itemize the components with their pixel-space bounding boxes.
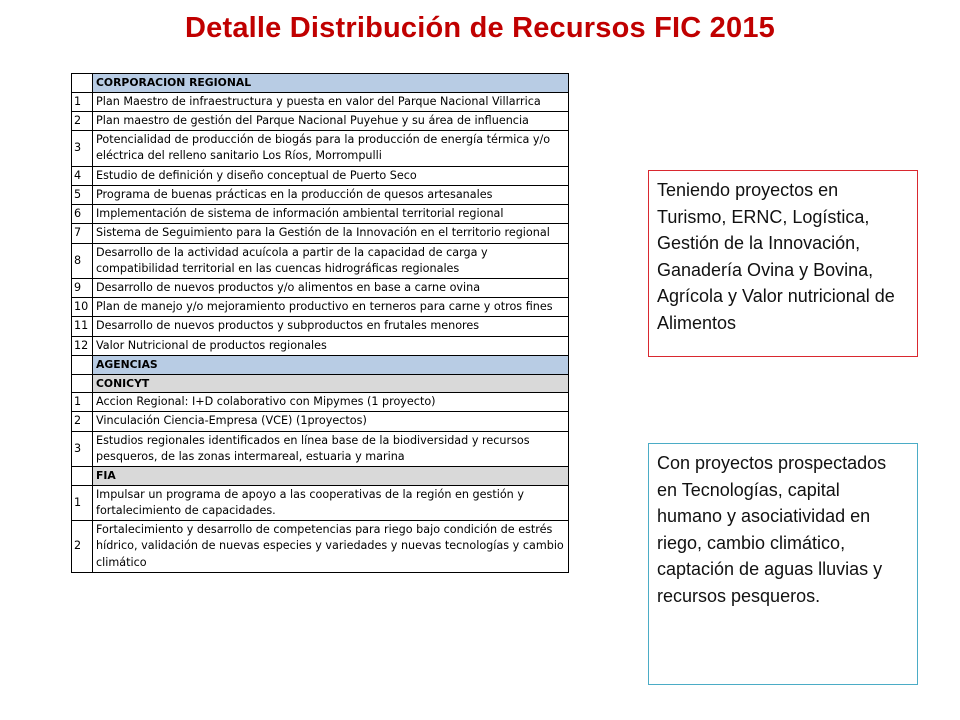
- section-header-agencias: [72, 355, 569, 374]
- row-number: 8: [72, 243, 93, 278]
- row-text: Programa de buenas prácticas en la producción de quesos artesanales: [93, 185, 569, 204]
- section-title-agencias: AGENCIAS: [93, 355, 569, 374]
- row-number: 10: [72, 298, 93, 317]
- row-number: 2: [72, 111, 93, 130]
- row-text: Fortalecimiento y desarrollo de competencias para riego bajo condición de estrés hídrico, validación de nuevas especies y variedades y nuevas tecnologías y cambio climático: [93, 521, 569, 573]
- row-text: Plan de manejo y/o mejoramiento productivo en terneros para carne y otros fines: [93, 298, 569, 317]
- row-number: 9: [72, 278, 93, 297]
- table-row: [72, 166, 569, 185]
- row-text: Desarrollo de nuevos productos y/o alimentos en base a carne ovina: [93, 278, 569, 297]
- table-row: [72, 131, 569, 166]
- row-number: 11: [72, 317, 93, 336]
- page-title: Detalle Distribución de Recursos FIC 2015: [185, 12, 775, 44]
- table-row: [72, 485, 569, 520]
- row-text: Estudios regionales identificados en línea base de la biodiversidad y recursos pesqueros, de las zonas intermareal, estuaria y marina: [93, 431, 569, 466]
- table-row: [72, 224, 569, 243]
- section-header-corporacion: [72, 74, 569, 93]
- row-number: 12: [72, 336, 93, 355]
- section-header-conicyt: [72, 374, 569, 393]
- summary-note-agencias: Con proyectos prospectados en Tecnologías, capital humano y asociatividad en riego, cambio climático, captación de aguas lluvias y recursos pesqueros.: [648, 443, 918, 685]
- row-text: Potencialidad de producción de biogás para la producción de energía térmica y/o eléctrica del relleno sanitario Los Ríos, Morrompulli: [93, 131, 569, 166]
- table-row: [72, 278, 569, 297]
- row-number: 4: [72, 166, 93, 185]
- table-row: [72, 431, 569, 466]
- row-number: 2: [72, 521, 93, 573]
- table-row: [72, 243, 569, 278]
- section-title-conicyt: CONICYT: [93, 374, 569, 393]
- row-text: Sistema de Seguimiento para la Gestión de la Innovación en el territorio regional: [93, 224, 569, 243]
- table-row: [72, 205, 569, 224]
- table-row: [72, 336, 569, 355]
- table-row: [72, 412, 569, 431]
- table-row: [72, 298, 569, 317]
- row-text: Valor Nutricional de productos regionales: [93, 336, 569, 355]
- table-row: [72, 92, 569, 111]
- row-text: Implementación de sistema de información ambiental territorial regional: [93, 205, 569, 224]
- row-text: Plan maestro de gestión del Parque Nacional Puyehue y su área de influencia: [93, 111, 569, 130]
- row-text: Estudio de definición y diseño conceptual de Puerto Seco: [93, 166, 569, 185]
- row-text: Plan Maestro de infraestructura y puesta en valor del Parque Nacional Villarrica: [93, 92, 569, 111]
- table-row: [72, 111, 569, 130]
- header-num-cell: [72, 374, 93, 393]
- row-number: 1: [72, 393, 93, 412]
- row-number: 3: [72, 131, 93, 166]
- row-number: 2: [72, 412, 93, 431]
- row-number: 1: [72, 485, 93, 520]
- header-num-cell: [72, 355, 93, 374]
- summary-note-corporacion: Teniendo proyectos en Turismo, ERNC, Logística, Gestión de la Innovación, Ganadería Ovina y Bovina, Agrícola y Valor nutricional de Alimentos: [648, 170, 918, 357]
- table-row: [72, 521, 569, 573]
- section-title-corporacion: CORPORACION REGIONAL: [93, 74, 569, 93]
- header-num-cell: [72, 74, 93, 93]
- table-row: [72, 393, 569, 412]
- row-number: 5: [72, 185, 93, 204]
- section-title-fia: FIA: [93, 467, 569, 486]
- row-text: Desarrollo de la actividad acuícola a partir de la capacidad de carga y compatibilidad territorial en las cuencas hidrográficas regionales: [93, 243, 569, 278]
- row-text: Accion Regional: I+D colaborativo con Mipymes (1 proyecto): [93, 393, 569, 412]
- row-number: 3: [72, 431, 93, 466]
- row-number: 6: [72, 205, 93, 224]
- table-row: [72, 185, 569, 204]
- row-text: Impulsar un programa de apoyo a las cooperativas de la región en gestión y fortalecimiento de capacidades.: [93, 485, 569, 520]
- row-number: 7: [72, 224, 93, 243]
- table-row: [72, 317, 569, 336]
- row-text: Vinculación Ciencia-Empresa (VCE) (1proyectos): [93, 412, 569, 431]
- row-number: 1: [72, 92, 93, 111]
- resources-table: [71, 73, 569, 573]
- section-header-fia: [72, 467, 569, 486]
- row-text: Desarrollo de nuevos productos y subproductos en frutales menores: [93, 317, 569, 336]
- header-num-cell: [72, 467, 93, 486]
